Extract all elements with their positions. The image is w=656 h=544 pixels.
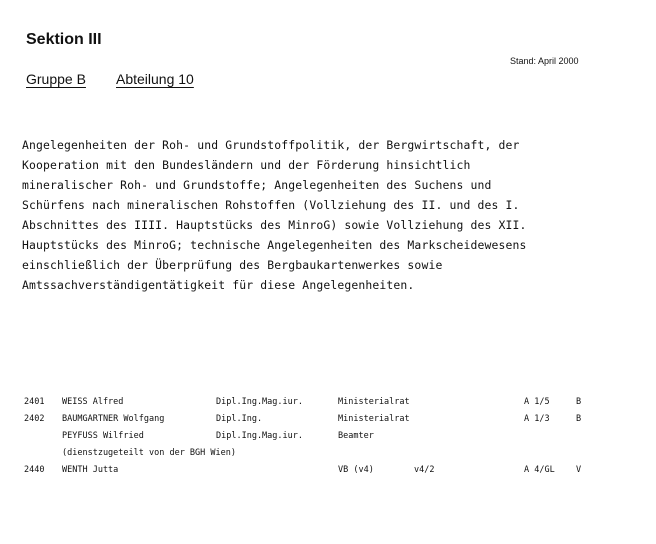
text-line: mineralischer Roh- und Grundstoffe; Angelegenheiten des Suchens und [22,178,492,192]
staff-name: WEISS Alfred [62,397,124,407]
staff-row [24,414,644,431]
staff-name: PEYFUSS Wilfried [62,431,144,441]
text-line: Amtssachverständigentätigkeit für diese Angelegenheiten. [22,278,415,292]
department-label: Abteilung 10 [116,71,194,87]
staff-row [24,397,644,414]
staff-degree: Dipl.Ing.Mag.iur. [216,397,303,407]
staff-name: WENTH Jutta [62,465,119,475]
text-line: Angelegenheiten der Roh- und Grundstoffpolitik, der Bergwirtschaft, der [22,138,520,152]
staff-rank: VB (v4) [338,465,374,475]
staff-row [24,448,644,465]
status-date: Stand: April 2000 [510,56,579,66]
staff-rank: Ministerialrat [338,414,410,424]
staff-degree: Dipl.Ing.Mag.iur. [216,431,303,441]
text-line: Kooperation mit den Bundesländern und der Förderung hinsichtlich [22,158,471,172]
staff-grade: A 4/GL [524,465,555,475]
staff-list [24,397,644,482]
responsibilities-text [22,135,642,295]
staff-number: 2402 [24,414,45,424]
text-line: Abschnittes des IIII. Hauptstücks des MinroG) sowie Vollziehung des XII. [22,218,527,232]
staff-degree: Dipl.Ing. [216,414,263,424]
staff-rank: Ministerialrat [338,397,410,407]
text-line: einschließlich der Überprüfung des Bergbaukartenwerkes sowie [22,258,443,272]
staff-rank: Beamter [338,431,374,441]
staff-grade: A 1/5 [524,397,550,407]
staff-name: (dienstzugeteilt von der BGH Wien) [62,448,236,458]
text-line: Schürfens nach mineralischen Rohstoffen (Vollziehung des II. und des I. [22,198,520,212]
staff-category: V [576,465,582,475]
text-line: Hauptstücks des MinroG; technische Angelegenheiten des Markscheidewesens [22,238,527,252]
staff-name: BAUMGARTNER Wolfgang [62,414,165,424]
staff-number: 2440 [24,465,45,475]
staff-extra: v4/2 [414,465,435,475]
section-title: Sektion III [26,31,102,48]
staff-category: B [576,414,582,424]
staff-row [24,431,644,448]
staff-number: 2401 [24,397,45,407]
group-label: Gruppe B [26,71,86,87]
staff-category: B [576,397,582,407]
staff-grade: A 1/3 [524,414,550,424]
staff-row [24,465,644,482]
